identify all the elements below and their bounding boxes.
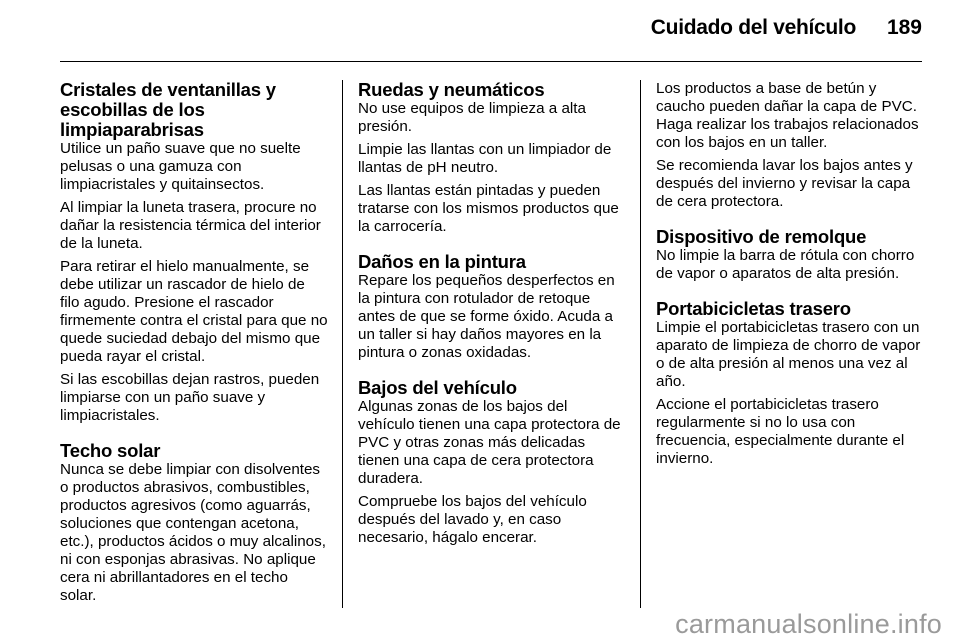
- page-title: Cuidado del vehículo: [650, 16, 856, 39]
- watermark: carmanualsonline.info: [675, 609, 942, 639]
- paragraph: No use equipos de limpieza a alta presión.: [358, 100, 586, 135]
- paragraph: Los productos a base de betún y caucho pueden dañar la capa de PVC. Haga realizar los trabajos relacionados con los bajos en un taller.: [656, 80, 919, 151]
- paragraph: Limpie el portabicicletas trasero con un aparato de limpieza de chorro de vapor o de alta presión al menos una vez al año.: [656, 319, 921, 390]
- page-number: 189: [886, 16, 922, 39]
- paragraph: Al limpiar la luneta trasera, procure no dañar la resistencia térmica del interior de la luneta.: [60, 199, 321, 252]
- paragraph: Las llantas están pintadas y pueden tratarse con los mismos productos que la carrocería.: [358, 182, 619, 235]
- section-heading-ruedas: Ruedas y neumáticos: [358, 79, 545, 100]
- column-divider: [640, 80, 641, 608]
- paragraph: Repare los pequeños desperfectos en la pintura con rotulador de retoque antes de que se forme óxido. Acuda a un taller si hay daños mayores en la pintura o zonas oxidadas.: [358, 272, 615, 361]
- section-heading-techo-solar: Techo solar: [60, 440, 161, 461]
- page-header: [0, 0, 960, 56]
- paragraph: Se recomienda lavar los bajos antes y después del invierno y revisar la capa de cera protectora.: [656, 157, 913, 210]
- paragraph: Accione el portabicicletas trasero regularmente si no lo usa con frecuencia, especialmente durante el invierno.: [656, 396, 905, 467]
- paragraph: Utilice un paño suave que no suelte pelusas o una gamuza con limpiacristales y quitainsectos.: [60, 140, 301, 193]
- paragraph: Para retirar el hielo manualmente, se debe utilizar un rascador de hielo de filo agudo. Presione el rascador firmemente contra el cristal para que no quede suciedad debajo del mismo que pueda rayar el cristal.: [60, 258, 328, 365]
- section-heading-remolque: Dispositivo de remolque: [656, 226, 867, 247]
- paragraph: Si las escobillas dejan rastros, pueden limpiarse con un paño suave y limpiacristales.: [60, 371, 320, 424]
- text-column-1: [60, 80, 328, 610]
- text-column-3: [656, 80, 926, 473]
- section-heading-danos-pintura: Daños en la pintura: [358, 251, 526, 272]
- paragraph: Algunas zonas de los bajos del vehículo tienen una capa protectora de PVC y otras zonas más delicadas tienen una capa de cera protectora duradera.: [358, 398, 621, 487]
- section-heading-portabicicletas: Portabicicletas trasero: [656, 298, 851, 319]
- section-heading-bajos: Bajos del vehículo: [358, 377, 517, 398]
- section-heading-cristales: Cristales de ventanillas y escobillas de los limpiaparabrisas: [60, 79, 276, 140]
- text-column-2: [358, 80, 628, 552]
- paragraph: Compruebe los bajos del vehículo después del lavado y, en caso necesario, hágalo encerar.: [358, 493, 587, 546]
- paragraph: Nunca se debe limpiar con disolventes o productos abrasivos, combustibles, productos agresivos (como aguarrás, soluciones que contengan acetona, etc.), productos ácidos o muy alcalinos, ni con esponjas abrasivas. No aplique cera ni abrillantadores en el techo solar.: [60, 461, 326, 604]
- paragraph: No limpie la barra de rótula con chorro de vapor o aparatos de alta presión.: [656, 247, 915, 282]
- header-divider: [60, 61, 922, 62]
- column-divider: [342, 80, 343, 608]
- paragraph: Limpie las llantas con un limpiador de llantas de pH neutro.: [358, 141, 612, 176]
